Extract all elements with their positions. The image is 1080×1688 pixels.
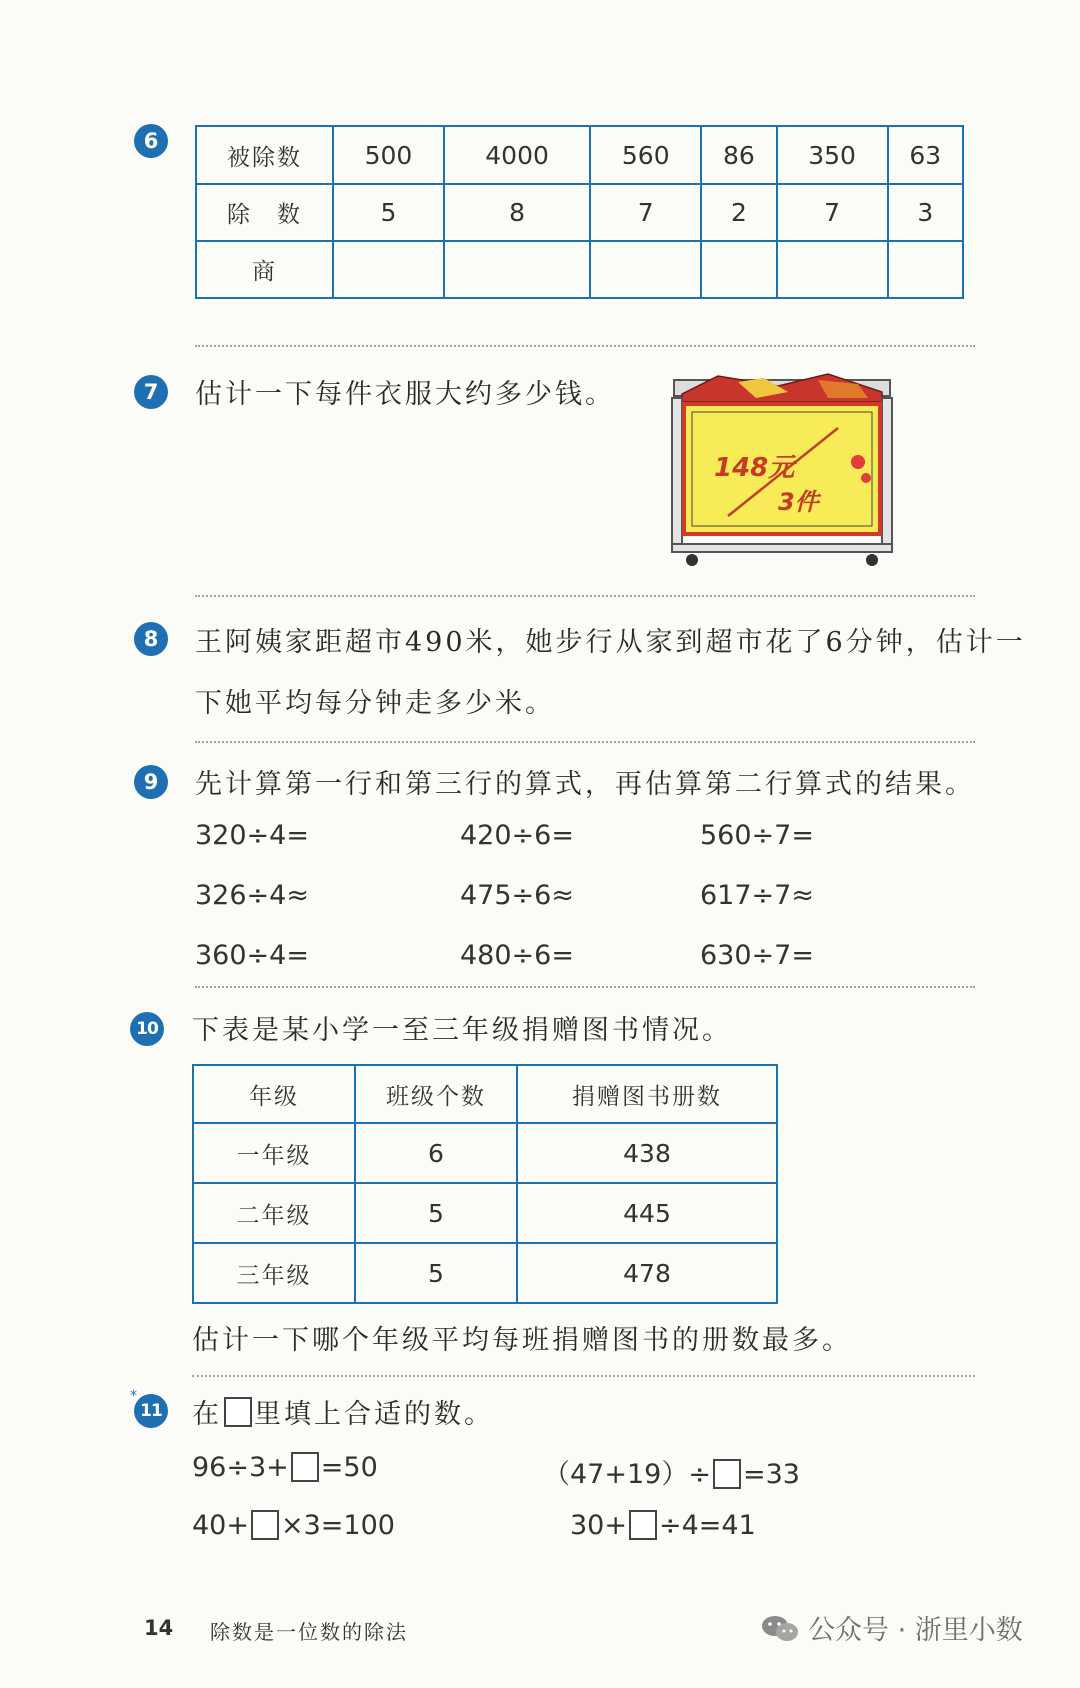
expression: 326÷4≈ bbox=[195, 880, 309, 911]
page-number: 14 bbox=[144, 1616, 174, 1640]
bin-post-left bbox=[672, 398, 682, 546]
expression: 360÷4= bbox=[195, 940, 309, 971]
question-number-6 bbox=[134, 124, 168, 158]
table-cell: 一年级 bbox=[193, 1123, 355, 1183]
table-cell: 438 bbox=[517, 1123, 777, 1183]
expression: 617÷7≈ bbox=[700, 880, 814, 911]
sign-quantity: 3件 bbox=[778, 488, 819, 516]
answer-box-example bbox=[224, 1397, 252, 1427]
expression-part: ÷4=41 bbox=[658, 1510, 756, 1541]
expression-part: 96÷3+ bbox=[192, 1452, 289, 1483]
divider bbox=[195, 595, 975, 597]
wechat-icon bbox=[760, 1613, 800, 1643]
table-cell: 7 bbox=[777, 184, 888, 241]
table-row bbox=[193, 1183, 777, 1243]
book-donation-table bbox=[192, 1064, 778, 1304]
table-header-row bbox=[193, 1065, 777, 1123]
expression: 320÷4= bbox=[195, 820, 309, 851]
sign-price: 148元 bbox=[714, 453, 795, 483]
expression: 475÷6≈ bbox=[460, 880, 574, 911]
table-row bbox=[193, 1123, 777, 1183]
column-header: 班级个数 bbox=[355, 1065, 517, 1123]
question-number-11 bbox=[134, 1394, 168, 1428]
table-row bbox=[196, 241, 963, 298]
question-number-label: 6 bbox=[143, 129, 159, 153]
answer-cell[interactable] bbox=[888, 241, 963, 298]
row-header: 商 bbox=[196, 241, 333, 298]
star-mark: * bbox=[130, 1388, 137, 1404]
row-header: 被除数 bbox=[196, 126, 333, 184]
question-text-before: 在 bbox=[192, 1399, 222, 1430]
table-cell: 二年级 bbox=[193, 1183, 355, 1243]
table-cell: 4000 bbox=[444, 126, 590, 184]
expression-part: 40+ bbox=[192, 1510, 249, 1541]
question-text: 估计一下哪个年级平均每班捐赠图书的册数最多。 bbox=[192, 1325, 852, 1356]
wheel-icon bbox=[686, 554, 698, 566]
question-number-label: 7 bbox=[143, 380, 159, 404]
question-text: 先计算第一行和第三行的算式，再估算第二行算式的结果。 bbox=[195, 769, 975, 800]
table-cell: 6 bbox=[355, 1123, 517, 1183]
row-header: 除 数 bbox=[196, 184, 333, 241]
question-number-label: 8 bbox=[143, 627, 159, 651]
column-header: 年级 bbox=[193, 1065, 355, 1123]
question-text: 下表是某小学一至三年级捐赠图书情况。 bbox=[192, 1015, 732, 1046]
question-text-line-1: 王阿姨家距超市490米，她步行从家到超市花了6分钟，估计一 bbox=[195, 627, 1026, 658]
column-header: 捐赠图书册数 bbox=[517, 1065, 777, 1123]
question-text: 估计一下每件衣服大约多少钱。 bbox=[195, 379, 615, 410]
answer-box[interactable] bbox=[629, 1510, 657, 1540]
question-number-9 bbox=[134, 765, 168, 799]
answer-box[interactable] bbox=[713, 1459, 741, 1489]
answer-cell[interactable] bbox=[333, 241, 444, 298]
flower-decoration bbox=[861, 473, 871, 483]
question-text bbox=[192, 1392, 494, 1431]
bin-post-right bbox=[882, 398, 892, 546]
answer-box[interactable] bbox=[251, 1510, 279, 1540]
table-cell: 7 bbox=[590, 184, 701, 241]
question-text-after: 里填上合适的数。 bbox=[254, 1399, 494, 1430]
flower-decoration bbox=[851, 455, 865, 469]
table-cell: 三年级 bbox=[193, 1243, 355, 1303]
table-cell: 445 bbox=[517, 1183, 777, 1243]
expression: 420÷6= bbox=[460, 820, 574, 851]
chapter-title: 除数是一位数的除法 bbox=[210, 1620, 408, 1644]
wheel-icon bbox=[866, 554, 878, 566]
expression-part: ×3=100 bbox=[280, 1510, 395, 1541]
fill-in-expression bbox=[543, 1452, 800, 1491]
watermark bbox=[760, 1608, 1023, 1647]
table-cell: 350 bbox=[777, 126, 888, 184]
table-cell: 500 bbox=[333, 126, 444, 184]
table-row bbox=[193, 1243, 777, 1303]
clothing-bin-illustration bbox=[668, 368, 904, 568]
table-cell: 560 bbox=[590, 126, 701, 184]
table-cell: 63 bbox=[888, 126, 963, 184]
table-cell: 86 bbox=[701, 126, 776, 184]
table-row bbox=[196, 126, 963, 184]
divider bbox=[195, 986, 975, 988]
question-number-label: 9 bbox=[143, 770, 159, 794]
question-number-8 bbox=[134, 622, 168, 656]
divider bbox=[192, 1375, 975, 1377]
answer-cell[interactable] bbox=[444, 241, 590, 298]
answer-cell[interactable] bbox=[777, 241, 888, 298]
expression: 480÷6= bbox=[460, 940, 574, 971]
table-cell: 478 bbox=[517, 1243, 777, 1303]
table-cell: 3 bbox=[888, 184, 963, 241]
table-cell: 5 bbox=[333, 184, 444, 241]
question-text-line-2: 下她平均每分钟走多少米。 bbox=[195, 688, 555, 719]
answer-cell[interactable] bbox=[590, 241, 701, 298]
expression-part: （47+19）÷ bbox=[543, 1459, 711, 1490]
expression-part: =50 bbox=[320, 1452, 378, 1483]
watermark-text: 公众号 · 浙里小数 bbox=[808, 1615, 1023, 1646]
fill-in-expression bbox=[570, 1510, 756, 1541]
table-cell: 5 bbox=[355, 1183, 517, 1243]
answer-box[interactable] bbox=[291, 1452, 319, 1482]
question-number-label: 11 bbox=[140, 1401, 162, 1421]
bin-base bbox=[672, 544, 892, 552]
expression-part: 30+ bbox=[570, 1510, 627, 1541]
question-number-7 bbox=[134, 375, 168, 409]
expression-part: =33 bbox=[742, 1459, 800, 1490]
fill-in-expression bbox=[192, 1510, 395, 1541]
question-number-10 bbox=[130, 1012, 164, 1046]
divider bbox=[195, 345, 975, 347]
table-cell: 5 bbox=[355, 1243, 517, 1303]
question-number-label: 10 bbox=[136, 1019, 158, 1039]
division-table bbox=[195, 125, 964, 299]
answer-cell[interactable] bbox=[701, 241, 776, 298]
expression: 560÷7= bbox=[700, 820, 814, 851]
fill-in-expression bbox=[192, 1452, 378, 1483]
expression: 630÷7= bbox=[700, 940, 814, 971]
table-row bbox=[196, 184, 963, 241]
table-cell: 2 bbox=[701, 184, 776, 241]
divider bbox=[195, 741, 975, 743]
table-cell: 8 bbox=[444, 184, 590, 241]
